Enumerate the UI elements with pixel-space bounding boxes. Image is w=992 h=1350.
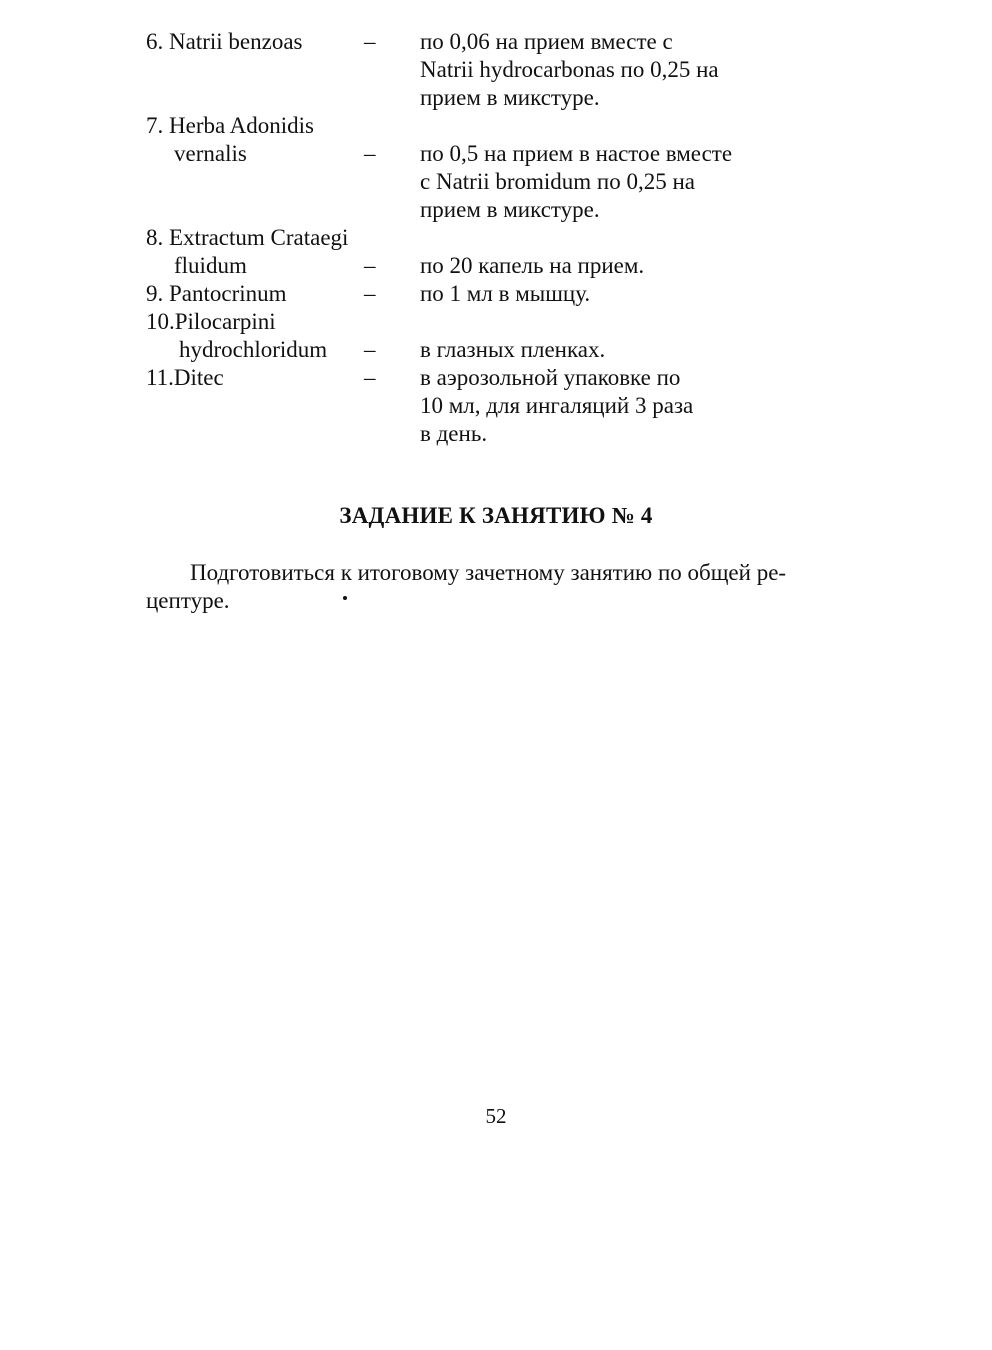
dosage-line: по 0,06 на прием вместе с <box>420 29 673 54</box>
drug-name: 7. Herba Adonidis <box>146 113 315 138</box>
dash-separator: – <box>364 281 376 306</box>
dosage-line: прием в микстуре. <box>420 85 600 110</box>
drug-name-continuation: fluidum <box>174 253 247 278</box>
drug-name: 8. Extractum Crataegi <box>146 225 349 250</box>
dash-separator: – <box>364 253 376 278</box>
drug-name: 11.Ditec <box>146 365 224 390</box>
dash-separator: – <box>364 29 376 54</box>
drug-name-continuation: vernalis <box>174 141 247 166</box>
section-heading: ЗАДАНИЕ К ЗАНЯТИЮ № 4 <box>339 503 653 528</box>
dosage-line: в день. <box>420 421 488 446</box>
dosage-line: с Natrii bromidum по 0,25 на <box>420 169 696 194</box>
dosage-line: Natrii hydrocarbonas по 0,25 на <box>420 57 719 82</box>
page-number: 52 <box>485 1104 507 1128</box>
drug-name: 9. Pantocrinum <box>146 281 287 306</box>
drug-name: 6. Natrii benzoas <box>146 29 303 54</box>
dosage-line: по 0,5 на прием в настое вместе <box>420 141 733 166</box>
stray-dot-mark <box>343 596 347 600</box>
dosage-line: в глазных пленках. <box>420 337 606 362</box>
dash-separator: – <box>364 365 376 390</box>
dash-separator: – <box>364 337 376 362</box>
dosage-line: прием в микстуре. <box>420 197 600 222</box>
task-paragraph-line: цептуре. <box>146 588 230 613</box>
dosage-line: по 20 капель на прием. <box>420 253 645 278</box>
dash-separator: – <box>364 141 376 166</box>
dosage-line: 10 мл, для ингаляций 3 раза <box>420 393 694 418</box>
task-paragraph-line: Подготовиться к итоговому зачетному занятию по общей ре- <box>190 560 787 585</box>
drug-name-continuation: hydrochloridum <box>179 337 328 362</box>
drug-name: 10.Pilocarpini <box>146 309 276 334</box>
dosage-line: по 1 мл в мышцу. <box>420 281 591 306</box>
dosage-line: в аэрозольной упаковке по <box>420 365 681 390</box>
